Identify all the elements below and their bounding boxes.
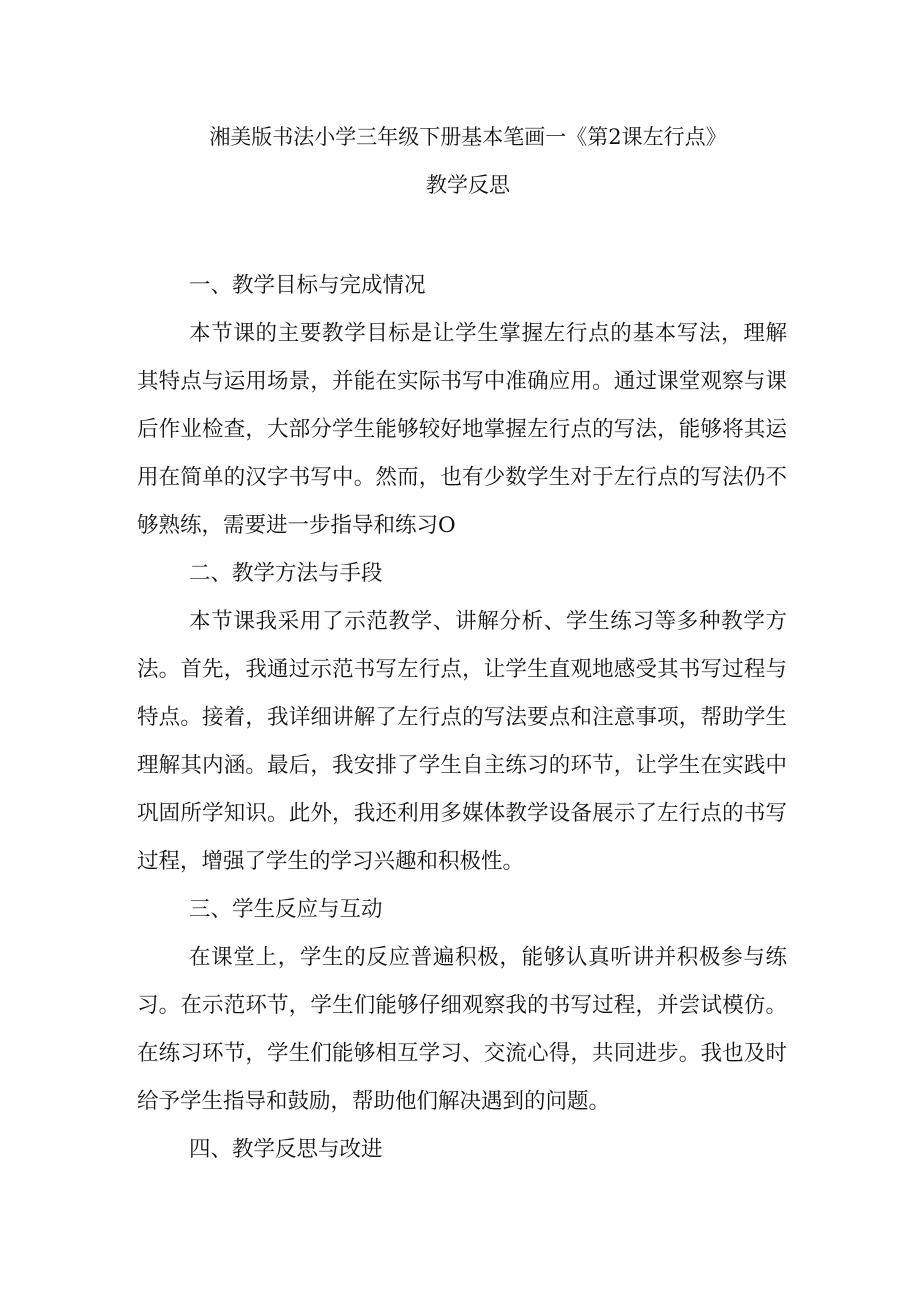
- document-subtitle: 教学反思: [426, 173, 510, 197]
- section-3-paragraph: 在课堂上，学生的反应普遍积极，能够认真听讲并积极参与练习。在示范环节，学生们能够仔细观察我的书写过程，并尝试模仿。在练习环节，学生们能够相互学习、交流心得，共同进步。我也及时给予学生指导和鼓励，帮助他们解决遇到的问题。: [137, 945, 787, 1114]
- document-body: [137, 262, 787, 1174]
- section-1-heading: 一、教学目标与完成情况: [189, 273, 426, 298]
- section-4-heading: 四、教学反思与改进: [189, 1137, 383, 1162]
- document-title: 湘美版书法小学三年级下册基本笔画一《第2课左行点》: [209, 125, 727, 149]
- section-2-paragraph: 本节课我采用了示范教学、讲解分析、学生练习等多种教学方法。首先，我通过示范书写左行点，让学生直观地感受其书写过程与特点。接着，我详细讲解了左行点的写法要点和注意事项，帮助学生理解其内涵。最后，我安排了学生自主练习的环节，让学生在实践中巩固所学知识。此外，我还利用多媒体教学设备展示了左行点的书写过程，增强了学生的学习兴趣和积极性。: [137, 609, 787, 874]
- section-3-heading: 三、学生反应与互动: [189, 897, 383, 922]
- section-2-heading: 二、教学方法与手段: [189, 561, 383, 586]
- section-1-paragraph: 本节课的主要教学目标是让学生掌握左行点的基本写法，理解其特点与运用场景，并能在实际书写中准确应用。通过课堂观察与课后作业检查，大部分学生能够较好地掌握左行点的写法，能够将其运用在简单的汉字书写中。然而，也有少数学生对于左行点的写法仍不够熟练，需要进一步指导和练习O: [137, 321, 787, 538]
